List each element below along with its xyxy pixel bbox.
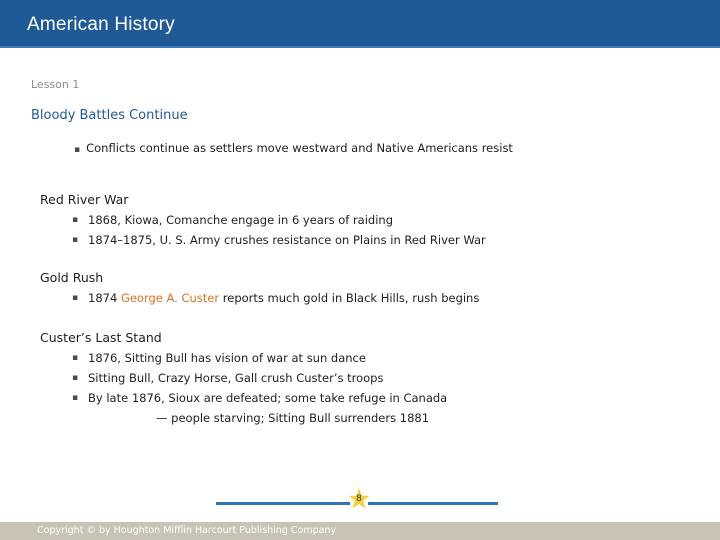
section-heading: Custer’s Last Stand	[40, 330, 162, 345]
header-bar	[0, 0, 720, 48]
section-red-river-war	[40, 190, 486, 250]
slide-title: Bloody Battles Continue	[31, 108, 188, 123]
list-item	[40, 210, 486, 230]
footer-bar	[0, 522, 720, 540]
bullet-icon: ▪	[72, 215, 79, 225]
list-item-text: Sitting Bull, Crazy Horse, Gall crush Custer’s troops	[88, 371, 384, 385]
intro-bullet-text: Conflicts continue as settlers move westward and Native Americans resist	[86, 141, 513, 155]
list-item	[40, 388, 447, 408]
lesson-label: Lesson 1	[31, 78, 80, 91]
list-item-text: 1876, Sitting Bull has vision of war at sun dance	[88, 351, 366, 365]
list-item-text: 1874–1875, U. S. Army crushes resistance on Plains in Red River War	[88, 233, 486, 247]
bullet-icon: ▪	[72, 373, 79, 383]
intro-bullet	[74, 141, 513, 155]
section-heading: Gold Rush	[40, 270, 104, 285]
list-item	[40, 368, 447, 388]
page-number: 8	[356, 494, 362, 504]
bullet-icon: ▪	[72, 353, 79, 363]
list-item	[40, 348, 447, 368]
list-item-text: By late 1876, Sioux are defeated; some take refuge in Canada	[88, 391, 448, 405]
highlighted-name: George A. Custer	[120, 291, 220, 305]
list-item-text-end: reports much gold in Black Hills, rush begins	[219, 291, 480, 305]
bullet-icon: ▪	[72, 293, 79, 303]
list-item-text: 1868, Kiowa, Comanche engage in 6 years of raiding	[88, 213, 394, 227]
bullet-icon: ▪	[72, 393, 79, 403]
copyright-text: Copyright © by Houghton Mifflin Harcourt Publishing Company	[37, 525, 337, 536]
section-custers-last-stand	[40, 328, 447, 428]
section-heading: Red River War	[40, 192, 129, 207]
page-divider-right	[368, 502, 498, 505]
course-title: American History	[27, 14, 175, 35]
list-item	[40, 230, 486, 250]
list-item-continuation: — people starving; Sitting Bull surrenders 1881	[156, 411, 430, 425]
section-gold-rush	[40, 268, 479, 308]
page-divider-left	[216, 502, 350, 505]
bullet-icon: ▪	[74, 145, 81, 155]
bullet-icon: ▪	[72, 235, 79, 245]
list-item	[40, 288, 479, 308]
list-item-text-start: 1874	[88, 291, 121, 305]
